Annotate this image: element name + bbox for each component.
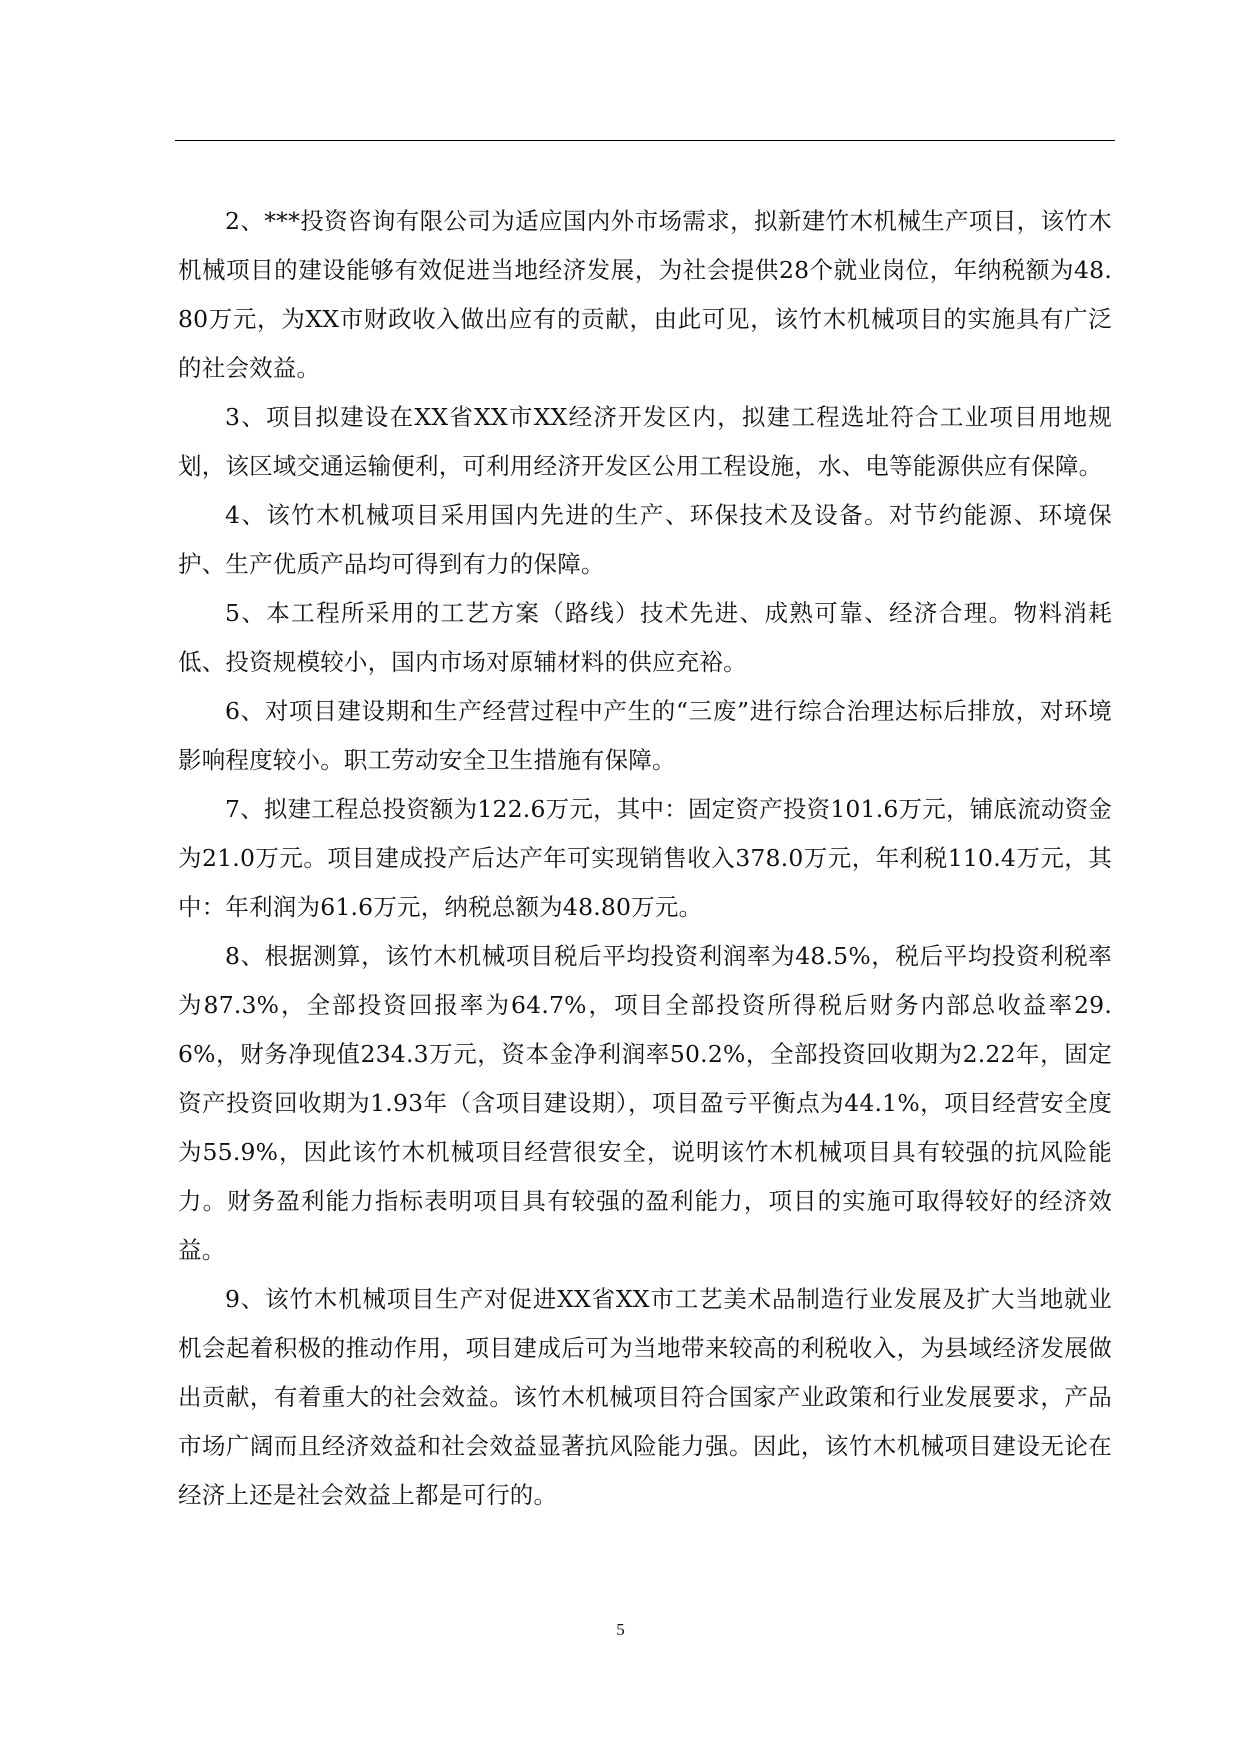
page-number: 5	[616, 1620, 625, 1639]
document-body	[178, 197, 1112, 1520]
paragraph-2: 2、***投资咨询有限公司为适应国内外市场需求，拟新建竹木机械生产项目，该竹木机械项目的建设能够有效促进当地经济发展，为社会提供28个就业岗位，年纳税额为48.80万元，为XX市财政收入做出应有的贡献，由此可见，该竹木机械项目的实施具有广泛的社会效益。	[178, 207, 1112, 382]
paragraph-3: 3、项目拟建设在XX省XX市XX经济开发区内，拟建工程选址符合工业项目用地规划，该区域交通运输便利，可利用经济开发区公用工程设施，水、电等能源供应有保障。	[178, 403, 1112, 480]
paragraph-4: 4、该竹木机械项目采用国内先进的生产、环保技术及设备。对节约能源、环境保护、生产优质产品均可得到有力的保障。	[178, 501, 1112, 578]
paragraph-7: 7、拟建工程总投资额为122.6万元，其中：固定资产投资101.6万元，铺底流动资金为21.0万元。项目建成投产后达产年可实现销售收入378.0万元，年利税110.4万元，其中：年利润为61.6万元，纳税总额为48.80万元。	[178, 795, 1112, 921]
header-rule	[175, 140, 1115, 141]
paragraph-8: 8、根据测算，该竹木机械项目税后平均投资利润率为48.5%，税后平均投资利税率为87.3%，全部投资回报率为64.7%，项目全部投资所得税后财务内部总收益率29.6%，财务净现值234.3万元，资本金净利润率50.2%，全部投资回收期为2.22年，固定资产投资回收期为1.93年（含项目建设期），项目盈亏平衡点为44.1%，项目经营安全度为55.9%，因此该竹木机械项目经营很安全，说明该竹木机械项目具有较强的抗风险能力。财务盈利能力指标表明项目具有较强的盈利能力，项目的实施可取得较好的经济效益。	[178, 942, 1112, 1264]
paragraph-6: 6、对项目建设期和生产经营过程中产生的“三废”进行综合治理达标后排放，对环境影响程度较小。职工劳动安全卫生措施有保障。	[178, 697, 1112, 774]
paragraph-5: 5、本工程所采用的工艺方案（路线）技术先进、成熟可靠、经济合理。物料消耗低、投资规模较小，国内市场对原辅材料的供应充裕。	[178, 599, 1112, 676]
paragraph-9: 9、该竹木机械项目生产对促进XX省XX市工艺美术品制造行业发展及扩大当地就业机会起着积极的推动作用，项目建成后可为当地带来较高的利税收入，为县域经济发展做出贡献，有着重大的社会效益。该竹木机械项目符合国家产业政策和行业发展要求，产品市场广阔而且经济效益和社会效益显著抗风险能力强。因此，该竹木机械项目建设无论在经济上还是社会效益上都是可行的。	[178, 1285, 1112, 1509]
